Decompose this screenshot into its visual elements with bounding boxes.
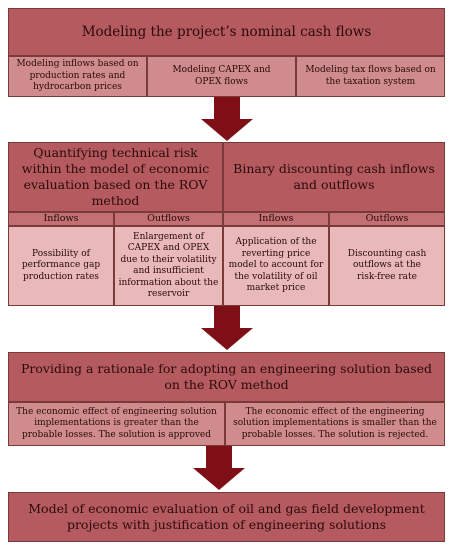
block1-title (8, 8, 445, 56)
block2-cell-capex-opex-text: Enlargement of CAPEX and OPEX due to their volatility and insufficient information about the reservoir (118, 231, 219, 299)
block2-right-title-text: Binary discounting cash inflows and outflows (233, 161, 435, 192)
block2-cell-capex-opex (114, 226, 223, 306)
block1-item-inflows (8, 56, 147, 97)
block2-header-inflows-right (223, 212, 329, 226)
block4-title (8, 492, 445, 542)
block2-left-title-text: Quantifying technical risk within the model of economic evaluation based on the ROV method (21, 145, 210, 208)
block3-approved (8, 402, 225, 446)
block2-left-title (8, 142, 223, 212)
block1-item-tax-text: Modeling tax flows based on the taxation system (305, 65, 436, 87)
block2-header-inflows-left (8, 212, 114, 226)
block2-header-outflows-left (114, 212, 223, 226)
block4-title-text: Model of economic evaluation of oil and gas field development projects with justification of engineering solutions (28, 501, 425, 532)
block3-approved-text: The economic effect of engineering solution implementations is greater than the probable losses. The solution is approved (16, 406, 217, 440)
block2-header-outflows-right-text: Outflows (365, 213, 409, 224)
block3-title-text: Providing a rationale for adopting an engineering solution based on the ROV method (21, 361, 432, 392)
block2-header-inflows-left-text: Inflows (43, 213, 79, 224)
block2-header-outflows-right (329, 212, 445, 226)
block1-item-inflows-text: Modeling inflows based on production rates and hydrocarbon prices (16, 59, 139, 93)
block1-title-text: Modeling the project’s nominal cash flows (81, 23, 372, 40)
block2-header-outflows-left-text: Outflows (147, 213, 190, 224)
block2-cell-performance-gap (8, 226, 114, 306)
block3-rejected-text: The economic effect of the engineering solution implementations is smaller than the probable losses. The solution is rejected. (233, 406, 437, 440)
arrow-down-icon (201, 97, 253, 141)
block2-right-title (223, 142, 445, 212)
arrow-down-icon (193, 446, 245, 490)
block2-cell-reverting-price (223, 226, 329, 306)
block3-title (8, 352, 445, 402)
block2-cell-risk-free-text: Discounting cash outflows at the risk-free rate (347, 248, 427, 282)
block2-cell-performance-gap-text: Possibility of performance gap production rates (21, 248, 101, 282)
block3-rejected (225, 402, 445, 446)
block1-item-tax (296, 56, 445, 97)
arrow-down-icon (201, 306, 253, 350)
block2-cell-risk-free (329, 226, 445, 306)
block1-item-capex-opex-text: Modeling CAPEX and OPEX flows (172, 65, 271, 87)
block2-cell-reverting-price-text: Application of the reverting price model to account for the volatility of oil market price (228, 237, 324, 294)
block2-header-inflows-right-text: Inflows (258, 213, 294, 224)
block1-item-capex-opex (147, 56, 296, 97)
